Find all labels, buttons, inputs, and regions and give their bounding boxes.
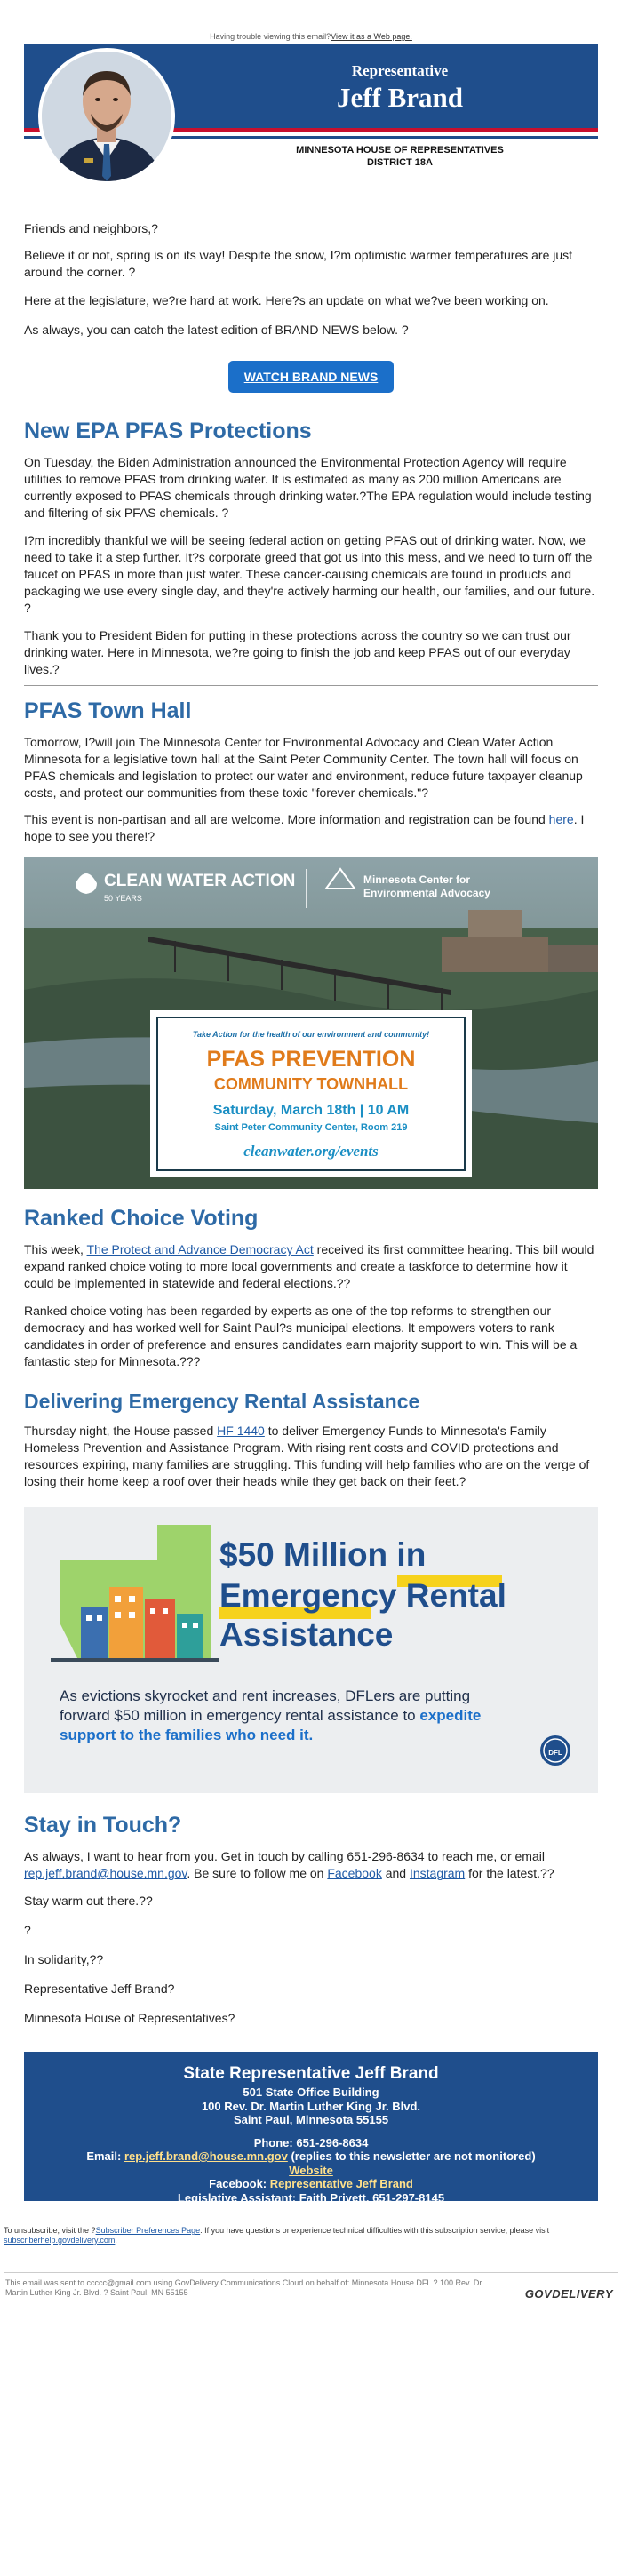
graphic-line-2: Emergency: [219, 1577, 406, 1614]
flyer-logo-left: CLEAN WATER ACTION: [104, 872, 296, 890]
web-page-link[interactable]: View it as a Web page.: [331, 32, 412, 41]
header-district: DISTRICT 18A: [367, 157, 433, 168]
intro-paragraph-3: As always, you can catch the latest edition of BRAND NEWS below. ?: [24, 323, 409, 337]
graphic-line-2-highlight: Rental: [405, 1577, 506, 1614]
touch-title: Stay in Touch?: [24, 1813, 182, 1838]
svg-text:Emergency Rental: [219, 1577, 506, 1614]
rental-title: Delivering Emergency Rental Assistance: [24, 1390, 420, 1413]
hf1440-link[interactable]: HF 1440: [217, 1424, 265, 1438]
rental-assistance-graphic: [24, 1507, 598, 1793]
townhall-title: PFAS Town Hall: [24, 698, 192, 723]
footer-email-link[interactable]: rep.jeff.brand@house.mn.gov: [124, 2149, 288, 2163]
top-note: [0, 0, 622, 44]
blank-line: ?: [24, 1923, 31, 1937]
epa-paragraph-1: On Tuesday, the Biden Administration announced the Environmental Protection Agency will require utilities to remove PFAS from drinking water. It is estimated as many as 200 million Americans are currently exposed to PFAS chemicals through drinking water.?The EPA regulation would include testing and filtering of six PFAS chemicals. ?: [24, 455, 592, 520]
signature-name: Representative Jeff Brand?: [24, 1982, 175, 1996]
townhall-paragraph-1: Tomorrow, I?will join The Minnesota Center for Environmental Advocacy and Clean Water Action Minnesota for a legislative town hall at the Saint Peter Community Center. The town hall will focus on PFAS chemicals and legislation to protect our water and environment, reduce future taxpayer cleanup costs, and protect our communities from these toxic "forever chemicals."?: [24, 735, 583, 800]
govdelivery-logo: GOVDELIVERY: [524, 2287, 613, 2301]
intro-paragraph-2: Here at the legislature, we?re hard at work. Here?s an update on what we?ve been working on.: [24, 293, 549, 307]
divider: [24, 685, 598, 686]
footer-facebook-line: Facebook: Representative Jeff Brand: [209, 2177, 413, 2190]
footer-office: 501 State Office Building: [243, 2086, 379, 2099]
trouble-text: Having trouble viewing this email?: [210, 32, 331, 41]
flyer-logo-years: 50 YEARS: [104, 894, 142, 903]
graphic-body-highlight: expedite support to the families who need it.: [60, 1707, 482, 1743]
header-rep-name: Jeff Brand: [336, 82, 464, 113]
democracy-act-link[interactable]: The Protect and Advance Democracy Act: [86, 1242, 314, 1256]
greeting: Friends and neighbors,?: [24, 221, 158, 235]
footer-website-line: [24, 2164, 598, 2178]
flyer-tagline: Take Action for the health of our environment and community!: [192, 1030, 430, 1039]
flyer-logo-right-1: Minnesota Center for: [363, 873, 471, 886]
govdelivery-text: This email was sent to ccccc@gmail.com using GovDelivery Communications Cloud on behalf of: Minnesota House DFL ? 100 Rev. Dr. Martin Luther King Jr. Blvd. ? Saint Paul, MN 55155: [5, 2278, 484, 2297]
graphic-body: As evictions skyrocket and rent increases, DFLers are putting forward $50 million in emergency rental assistance to: [60, 1687, 471, 1724]
newsletter-body: [24, 220, 598, 2027]
watch-brand-news-button[interactable]: WATCH BRAND NEWS: [228, 361, 395, 393]
registration-link[interactable]: here: [548, 812, 574, 826]
instagram-link[interactable]: Instagram: [409, 1866, 466, 1880]
footer-city: Saint Paul, Minnesota 55155: [233, 2113, 389, 2126]
solidarity: In solidarity,??: [24, 1952, 104, 1966]
subscriber-preferences-link[interactable]: Subscriber Preferences Page: [95, 2226, 201, 2235]
touch-paragraph-1: As always, I want to hear from you. Get in touch by calling 651-296-8634 to reach me, or email rep.jeff.brand@house.mn.gov. Be sure to follow me on Facebook and Instagram for the latest.??: [24, 1849, 554, 1880]
footer-phone: Phone: 651-296-8634: [253, 2135, 369, 2149]
contact-footer: [24, 2052, 598, 2205]
flyer-location: Saint Peter Community Center, Room 219: [214, 1122, 408, 1133]
epa-paragraph-3: Thank you to President Biden for putting in these protections across the country so we can trust our drinking water. Here in Minnesota, we?re going to finish the job and keep PFAS out of our everyday lives.?: [24, 628, 571, 676]
rcv-title: Ranked Choice Voting: [24, 1206, 259, 1231]
graphic-line-3: Assistance: [219, 1616, 394, 1653]
rental-paragraph-1: Thursday night, the House passed HF 1440 to deliver Emergency Funds to Minnesota's Family Homeless Prevention and Assistance Program. With rising rent costs and COVID protections and resources expiring, many families are struggling. This funding will help families who are on the verge of losing their home keep a roof over their heads while they get back on their feet.?: [24, 1424, 590, 1488]
footer-facebook-link[interactable]: Representative Jeff Brand: [269, 2177, 413, 2190]
footer-email-line: Email: rep.jeff.brand@house.mn.gov (replies to this newsletter are not monitored): [86, 2149, 536, 2163]
signature-title: Minnesota House of Representatives?: [24, 2011, 235, 2025]
rcv-paragraph-2: Ranked choice voting has been regarded by experts as one of the top reforms to strengthen our democracy and has worked well for Saint Paul?s municipal elections. It empowers voters to rank candidates in order of preference and ensures candidates earn majority support to win. This will be a fantastic step for Minnesota.???: [24, 1304, 578, 1368]
newsletter-header: [24, 44, 598, 187]
stay-warm: Stay warm out there.??: [24, 1894, 153, 1908]
intro-paragraph-1: Believe it or not, spring is on its way! Despite the snow, I?m optimistic warmer temperatures are just around the corner. ?: [24, 248, 573, 279]
footer-street: 100 Rev. Dr. Martin Luther King Jr. Blvd.: [201, 2099, 421, 2113]
epa-paragraph-2: I?m incredibly thankful we will be seeing federal action on getting PFAS out of drinking water. Now, we need to take it a step further. It?s corporate greed that got us into this mess, and we need to turn off the faucet on PFAS in more than just water. These cancer-causing chemicals are found in products and packaging we use every single day, and they're actively harming our health, our families, and our future. ?: [24, 533, 595, 615]
unsubscribe-note: To unsubscribe, visit the ?Subscriber Preferences Page. If you have questions or experience technical difficulties with this subscription service, please visit subscriberhelp.govdelivery.com.: [4, 2226, 550, 2245]
flyer-logo-right-2: Environmental Advocacy: [363, 887, 490, 899]
govdelivery-footer: [0, 2273, 622, 2309]
flyer-headline: PFAS PREVENTION: [206, 1047, 416, 1072]
dfl-badge-icon: DFL: [548, 1749, 562, 1757]
townhall-paragraph-2: This event is non-partisan and all are welcome. More information and registration can be found here. I hope to see you there!?: [24, 812, 585, 843]
flyer-url: cleanwater.org/events: [243, 1143, 379, 1160]
epa-title: New EPA PFAS Protections: [24, 419, 312, 443]
header-rep-label: Representative: [351, 62, 449, 79]
facebook-link[interactable]: Facebook: [327, 1866, 382, 1880]
townhall-flyer[interactable]: [24, 857, 598, 1189]
flyer-subhead: COMMUNITY TOWNHALL: [213, 1075, 409, 1093]
graphic-line-1: $50 Million in: [219, 1536, 427, 1573]
flyer-datetime: Saturday, March 18th | 10 AM: [212, 1103, 410, 1118]
footer-assistant: Legislative Assistant: Faith Privett, 651-297-8145: [177, 2190, 445, 2205]
representative-portrait: [38, 48, 175, 185]
header-house: MINNESOTA HOUSE OF REPRESENTATIVES: [296, 145, 504, 156]
rcv-paragraph-1: This week, The Protect and Advance Democracy Act received its first committee hearing. This bill would expand ranked choice voting to more local governments and create a taskforce to determine how it could be implemented in statewide and federal elections.??: [24, 1242, 594, 1290]
footer-website-link[interactable]: Website: [289, 2163, 333, 2177]
footer-title: State Representative Jeff Brand: [183, 2064, 439, 2083]
email-link[interactable]: rep.jeff.brand@house.mn.gov: [24, 1866, 187, 1880]
subscriber-help-link[interactable]: subscriberhelp.govdelivery.com: [4, 2236, 116, 2245]
